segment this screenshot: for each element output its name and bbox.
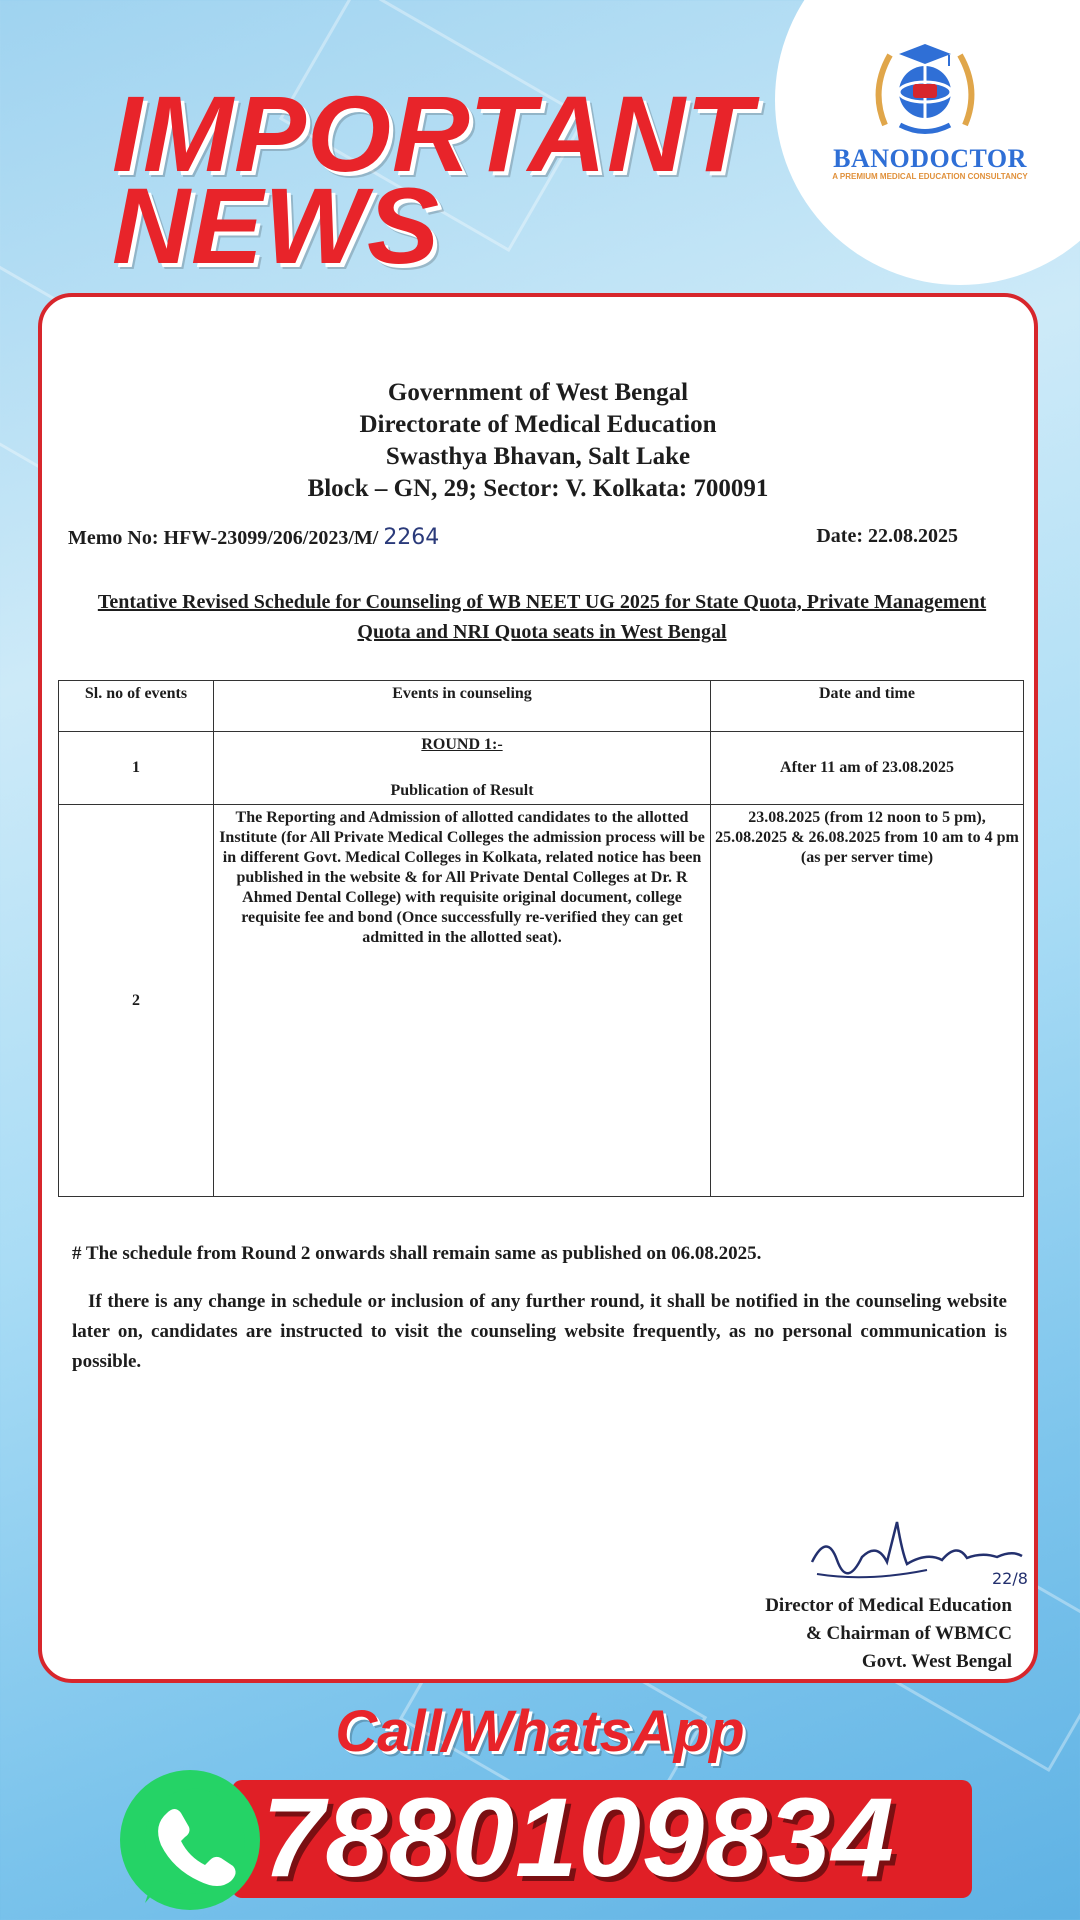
column-header-datetime: Date and time	[711, 681, 1024, 732]
notice-card	[38, 293, 1038, 1683]
table-header-row	[59, 681, 1024, 732]
call-whatsapp-label: Call/WhatsApp	[335, 1699, 745, 1764]
table-cell-datetime: 23.08.2025 (from 12 noon to 5 pm), 25.08.2025 & 26.08.2025 from 10 am to 4 pm (as per server time)	[711, 805, 1024, 1197]
whatsapp-icon[interactable]	[115, 1765, 265, 1915]
signatory-line: Govt. West Bengal	[861, 1651, 1012, 1672]
memo-number	[68, 525, 439, 550]
table-cell-sl: 1	[59, 732, 214, 805]
signatory-block	[765, 1592, 1012, 1676]
table-cell-sl: 2	[59, 805, 214, 1197]
table-cell-datetime: After 11 am of 23.08.2025	[711, 732, 1024, 805]
notice-paragraph: If there is any change in schedule or inclusion of any further round, it shall be notified in the counseling website later on, candidates are instructed to visit the counseling website frequently, as no personal communication is possible.	[72, 1291, 1007, 1372]
signatory-line: & Chairman of WBMCC	[805, 1623, 1012, 1644]
logo-name: BANODOCTOR	[833, 144, 1027, 173]
heading-line: Government of West Bengal	[387, 379, 689, 406]
svg-text:22/8: 22/8	[992, 1569, 1028, 1588]
phone-number-link[interactable]: 7880109834	[262, 1775, 895, 1900]
heading-line: Swasthya Bhavan, Salt Lake	[385, 443, 691, 470]
graduation-globe-icon	[865, 30, 985, 150]
notice-document	[42, 297, 1034, 1679]
column-header-sl: Sl. no of events	[59, 681, 214, 732]
table-cell-event	[214, 732, 711, 805]
signatory-line: Director of Medical Education	[765, 1595, 1012, 1616]
table-cell-event: The Reporting and Admission of allotted candidates to the allotted Institute (for All Private Medical Colleges the admission process will be in different Govt. Medical Colleges in Kolkata, related notice has been published in the website & for All Private Dental Colleges at Dr. R Ahmed Dental College) with requisite original document, college requisite fee and bond (Once successfully re-verified they can get admitted in the allotted seat).	[214, 805, 711, 1197]
handwritten-signature	[807, 1512, 1037, 1592]
headline-line-important: IMPORTANT	[112, 73, 753, 194]
document-heading	[42, 377, 1034, 505]
memo-label: Memo No: HFW-23099/206/2023/M/	[68, 527, 379, 549]
schedule-note: # The schedule from Round 2 onwards shall remain same as published on 06.08.2025.	[72, 1243, 762, 1264]
heading-line: Block – GN, 29; Sector: V. Kolkata: 700091	[307, 475, 769, 502]
heading-line: Directorate of Medical Education	[359, 411, 717, 438]
event-text: Publication of Result	[390, 782, 534, 799]
notice-subject: Tentative Revised Schedule for Counseling of WB NEET UG 2025 for State Quota, Private Management Quota and NRI Quota seats in West Bengal	[97, 591, 987, 643]
headline	[112, 73, 753, 286]
round-label: ROUND 1:-	[421, 736, 503, 753]
memo-date: Date: 22.08.2025	[816, 525, 958, 547]
table-row	[59, 805, 1024, 1197]
column-header-events: Events in counseling	[214, 681, 711, 732]
memo-handwritten-number: 2264	[383, 525, 440, 550]
table-row	[59, 732, 1024, 805]
schedule-table	[58, 680, 1024, 1197]
logo-tagline: A PREMIUM MEDICAL EDUCATION CONSULTANCY	[832, 172, 1028, 181]
headline-line-news: NEWS	[112, 165, 440, 286]
